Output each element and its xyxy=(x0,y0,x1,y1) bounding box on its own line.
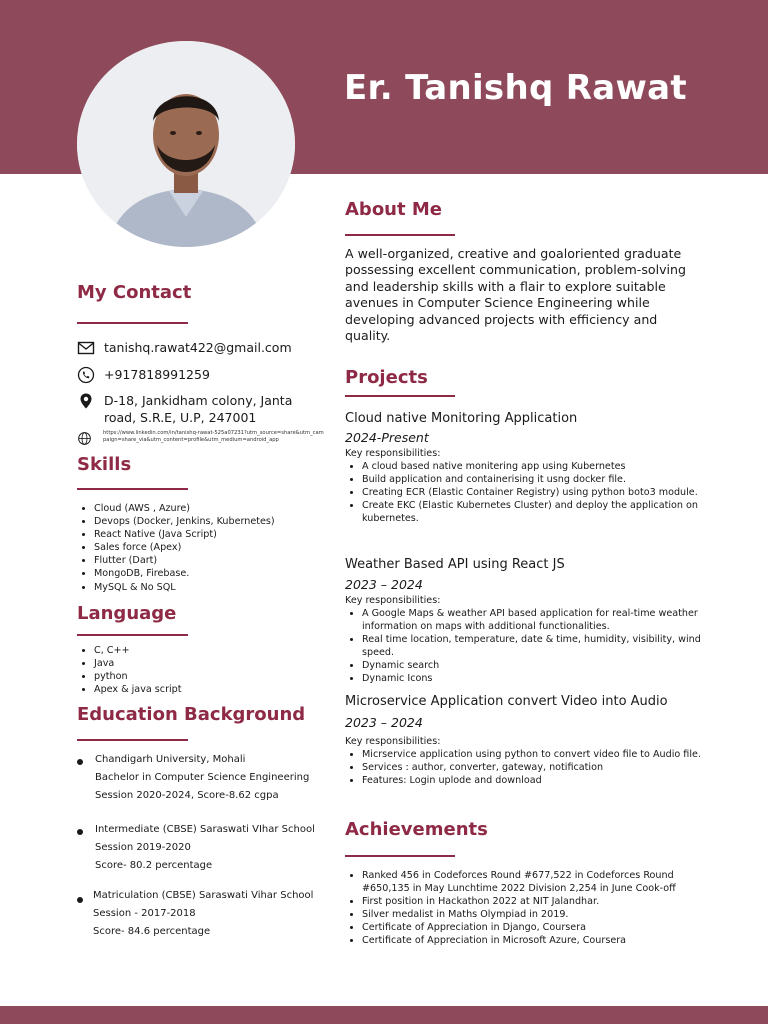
education-line: Session - 2017-2018 xyxy=(93,908,196,919)
skills-list xyxy=(77,502,327,594)
mail-icon xyxy=(77,339,95,357)
list-item: • Features: Login uplode and download xyxy=(362,775,705,788)
education-line: Chandigarh University, Mohali xyxy=(95,754,246,765)
education-rule xyxy=(77,739,188,741)
education-line: Matriculation (CBSE) Saraswati Vihar School xyxy=(93,890,314,901)
language-title: Language xyxy=(77,603,177,624)
list-item: • Apex & java script xyxy=(94,683,327,696)
project-key-label: Key responsibilities: xyxy=(345,595,441,606)
contact-linkedin-row xyxy=(77,430,325,446)
projects-rule xyxy=(345,395,455,397)
list-item: • MySQL & No SQL xyxy=(94,581,327,594)
project-points xyxy=(345,608,705,685)
achievements-rule xyxy=(345,855,455,857)
project-date: 2023 – 2024 xyxy=(345,577,423,592)
list-item: • Flutter (Dart) xyxy=(94,554,327,567)
contact-title: My Contact xyxy=(77,282,192,303)
education-line: Session 2019-2020 xyxy=(95,842,191,853)
skills-title: Skills xyxy=(77,454,132,475)
achievements-list xyxy=(345,870,705,947)
project-key-label: Key responsibilities: xyxy=(345,736,441,747)
achievements-title: Achievements xyxy=(345,819,488,840)
list-item: • Certificate of Appreciation in Django, Coursera xyxy=(362,922,705,935)
resume-name: Er. Tanishq Rawat xyxy=(344,68,687,108)
list-item: • Real time location, temperature, date & time, humidity, visibility, wind speed. xyxy=(362,634,705,660)
education-entry xyxy=(77,821,327,875)
contact-address-row xyxy=(77,392,309,426)
project-name: Weather Based API using React JS xyxy=(345,557,565,572)
list-item: • MongoDB, Firebase. xyxy=(94,567,327,580)
list-item: • Services : author, converter, gateway, notification xyxy=(362,762,705,775)
project-key-label: Key responsibilities: xyxy=(345,448,441,459)
list-item: • Silver medalist in Maths Olympiad in 2019. xyxy=(362,909,705,922)
contact-email[interactable]: tanishq.rawat422@gmail.com xyxy=(104,340,292,355)
project-name: Cloud native Monitoring Application xyxy=(345,411,578,426)
about-rule xyxy=(345,234,455,236)
list-item: • Ranked 456 in Codeforces Round #677,522 in Codeforces Round #650,135 in May Lunchtime 2022 Division 2,254 in June Cook-off xyxy=(362,870,705,896)
list-item: • Build application and containerising it usng docker file. xyxy=(362,474,705,487)
project-points xyxy=(345,749,705,788)
contact-address: D-18, Jankidham colony, Janta road, S.R.E, U.P, 247001 xyxy=(104,393,293,425)
profile-photo xyxy=(77,41,295,247)
location-pin-icon xyxy=(77,392,95,410)
list-item: • Devops (Docker, Jenkins, Kubernetes) xyxy=(94,515,327,528)
about-title: About Me xyxy=(345,199,442,220)
list-item: • Creating ECR (Elastic Container Registry) using python boto3 module. xyxy=(362,487,705,500)
contact-email-row xyxy=(77,339,292,357)
bullet-icon xyxy=(77,829,83,835)
list-item: • Create EKC (Elastic Kubernetes Cluster) and deploy the application on kubernetes. xyxy=(362,500,705,526)
footer-band xyxy=(0,1006,768,1024)
project-date: 2023 – 2024 xyxy=(345,715,423,730)
language-rule xyxy=(77,634,188,636)
list-item: • Sales force (Apex) xyxy=(94,541,327,554)
list-item: • First position in Hackathon 2022 at NIT Jalandhar. xyxy=(362,896,705,909)
contact-rule xyxy=(77,322,188,324)
project-date: 2024-Present xyxy=(345,430,429,445)
language-list xyxy=(77,644,327,696)
list-item: • A cloud based native monitering app using Kubernetes xyxy=(362,461,705,474)
contact-phone[interactable]: +917818991259 xyxy=(104,367,210,382)
bullet-icon xyxy=(77,897,83,903)
education-line: Bachelor in Computer Science Engineering xyxy=(95,772,310,783)
education-line: Score- 80.2 percentage xyxy=(95,860,213,871)
projects-title: Projects xyxy=(345,367,428,388)
bullet-icon xyxy=(77,759,83,765)
globe-icon xyxy=(77,431,92,446)
education-line: Score- 84.6 percentage xyxy=(93,926,211,937)
list-item: • C, C++ xyxy=(94,644,327,657)
list-item: • React Native (Java Script) xyxy=(94,528,327,541)
list-item: • python xyxy=(94,670,327,683)
list-item: • Certificate of Appreciation in Microsoft Azure, Coursera xyxy=(362,935,705,948)
education-entry xyxy=(77,887,327,941)
education-line: Intermediate (CBSE) Saraswati VIhar School xyxy=(95,824,315,835)
education-entry xyxy=(77,751,327,805)
education-line: Session 2020-2024, Score-8.62 cgpa xyxy=(95,790,279,801)
skills-rule xyxy=(77,488,188,490)
list-item: • Dynamic Icons xyxy=(362,673,705,686)
list-item: • Java xyxy=(94,657,327,670)
phone-icon xyxy=(77,366,95,384)
list-item: • A Google Maps & weather API based application for real-time weather information on maps with additional functionalities. xyxy=(362,608,705,634)
list-item: • Micrservice application using python to convert video file to Audio file. xyxy=(362,749,705,762)
project-name: Microservice Application convert Video into Audio xyxy=(345,694,668,709)
project-points xyxy=(345,461,705,526)
list-item: • Cloud (AWS , Azure) xyxy=(94,502,327,515)
about-text: A well-organized, creative and goaloriented graduate possessing excellent communication, problem-solving and leadership skills with a flair to explore suitable avenues in Computer Science Engineering while developing advanced projects with efficiency and quality. xyxy=(345,246,687,344)
contact-linkedin-link[interactable]: https://www.linkedin.com/in/tanishq-rawat-525a07231?utm_source=share&utm_campaign=share_via&utm_content=profile&utm_medium=android_app xyxy=(103,430,324,443)
person-illustration xyxy=(77,41,295,247)
list-item: • Dynamic search xyxy=(362,660,705,673)
contact-phone-row xyxy=(77,366,210,384)
education-title: Education Background xyxy=(77,704,306,725)
